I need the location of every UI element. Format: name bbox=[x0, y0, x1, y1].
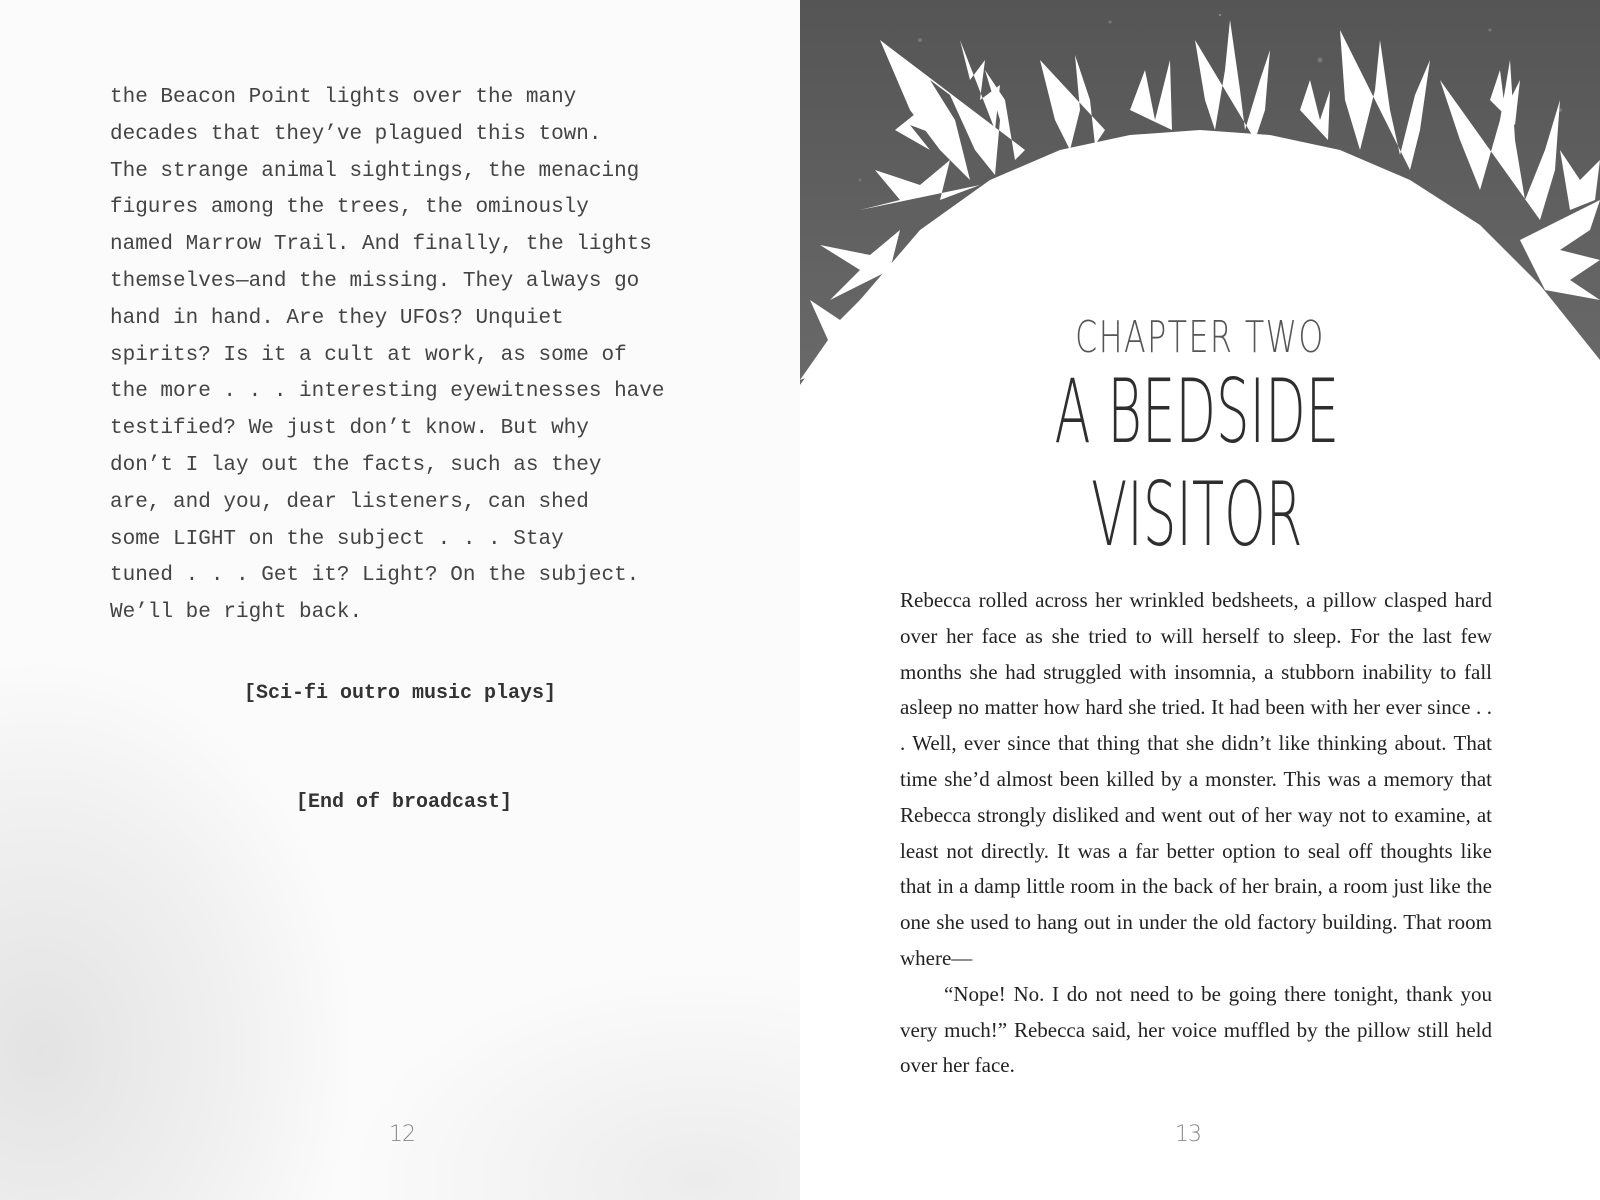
page-number-left: 12 bbox=[389, 1122, 415, 1147]
right-page bbox=[800, 0, 1600, 1200]
transcript-line: tuned . . . Get it? Light? On the subject. bbox=[110, 564, 640, 588]
transcript-line: some LIGHT on the subject . . . Stay bbox=[110, 527, 564, 551]
story-paragraph: Rebecca rolled across her wrinkled bedsheets, a pillow clasped hard over her face as she tried to will herself to sleep. For the last few months she had struggled with insomnia, a stubborn inability to fall asleep no matter how hard she tried. It had been with her ever since . . . Well, ever since that thing that she didn’t like thinking about. That time she’d almost been killed by a monster. This was a memory that Rebecca strongly disliked and went out of her way not to examine, at least not directly. It was a far better option to seal off thoughts like that in a damp little room in the back of her brain, a room just like the one she used to hang out in under the old factory building. That room where— bbox=[900, 588, 1492, 970]
transcript-line: themselves—and the missing. They always go bbox=[110, 269, 640, 293]
stage-direction-end: [End of broadcast] bbox=[295, 791, 513, 814]
stage-direction-outro: [Sci-fi outro music plays] bbox=[243, 682, 557, 705]
broadcast-transcript bbox=[110, 80, 710, 632]
story-text bbox=[900, 583, 1492, 1084]
transcript-line: We’ll be right back. bbox=[110, 601, 363, 625]
transcript-line: named Marrow Trail. And finally, the lights bbox=[110, 233, 652, 257]
transcript-line: hand in hand. Are they UFOs? Unquiet bbox=[110, 306, 564, 330]
transcript-line: the more . . . interesting eyewitnesses have bbox=[110, 380, 665, 404]
transcript-line: are, and you, dear listeners, can shed bbox=[110, 490, 589, 514]
transcript-line: testified? We just don’t know. But why bbox=[110, 417, 589, 441]
transcript-line: decades that they’ve plagued this town. bbox=[110, 122, 602, 146]
transcript-line: don’t I lay out the facts, such as they bbox=[110, 453, 602, 477]
transcript-line: The strange animal sightings, the menacing bbox=[110, 159, 640, 183]
transcript-line: spirits? Is it a cult at work, as some of bbox=[110, 343, 627, 367]
chapter-title: A BEDSIDE VISITOR bbox=[1054, 360, 1340, 566]
transcript-line: the Beacon Point lights over the many bbox=[110, 86, 577, 109]
transcript-line: figures among the trees, the ominously bbox=[110, 196, 589, 220]
page-number-right: 13 bbox=[1175, 1122, 1201, 1147]
chapter-label: CHAPTER TWO bbox=[1075, 312, 1325, 363]
story-paragraph: “Nope! No. I do not need to be going there tonight, thank you very much!” Rebecca said, her voice muffled by the pillow still held over her face. bbox=[900, 981, 1492, 1078]
